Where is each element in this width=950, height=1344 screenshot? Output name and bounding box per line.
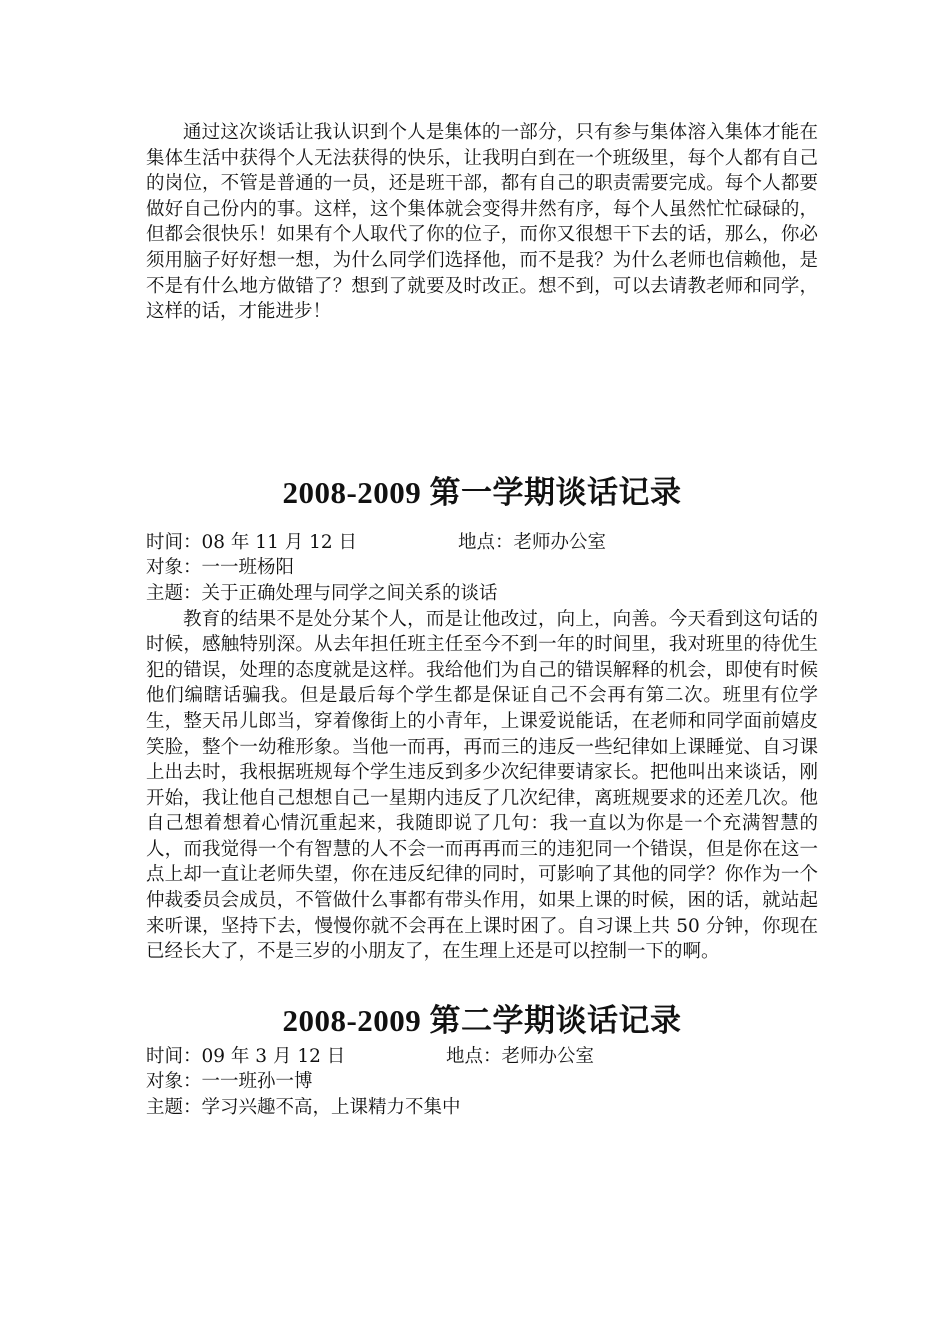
record-body: 教育的结果不是处分某个人，而是让他改过，向上，向善。今天看到这句话的时候，感触特别深。从去年担任班主任至今不到一年的时间里，我对班里的待优生犯的错误，处理的态度就是这样。我给他们为自己的错误解释的机会，即使有时候他们编瞎话骗我。但是最后每个学生都是保证自己不会再有第二次。班里有位学生，整天吊儿郎当，穿着像街上的小青年，上课爱说能话，在老师和同学面前嬉皮笑脸，整个一幼稚形象。当他一而再，再而三的违反一些纪律如上课睡觉、自习课上出去时，我根据班规每个学生违反到多少次纪律要请家长。把他叫出来谈话，刚开始，我让他自己想想自己一星期内违反了几次纪律，离班规要求的还差几次。他自己想着想着心情沉重起来，我随即说了几句：我一直以为你是一个充满智慧的人，而我觉得一个有智慧的人不会一而再再而三的违犯同一个错误，但是你在这一点上却一直让老师失望，你在违反纪律的同时，可影响了其他的同学？你作为一个仲裁委员会成员，不管做什么事都有带头作用，如果上课的时候，困的话，就站起来听课，坚持下去，慢慢你就不会再在上课时困了。自习课上共 50 分钟，你现在已经长大了，不是三岁的小朋友了，在生理上还是可以控制一下的啊。 (146, 608, 818, 963)
record-time: 时间：08 年 11 月 12 日 (146, 531, 358, 553)
record-time: 时间：09 年 3 月 12 日 (146, 1045, 346, 1067)
record-topic: 主题：学习兴趣不高，上课精力不集中 (146, 1097, 461, 1119)
record-first-term (146, 530, 818, 965)
record-place: 地点：老师办公室 (446, 1045, 595, 1067)
record-title-first-term: 2008-2009 第一学期谈话记录 (282, 474, 682, 510)
record-meta-line (146, 1044, 818, 1070)
document-page (146, 120, 818, 1121)
record-place: 地点：老师办公室 (458, 531, 607, 553)
record-title-second-term: 2008-2009 第二学期谈话记录 (282, 1002, 682, 1038)
record-subject: 对象：一一班杨阳 (146, 557, 295, 579)
record-second-term (146, 1044, 818, 1121)
intro-paragraph: 通过这次谈话让我认识到个人是集体的一部分，只有参与集体溶入集体才能在集体生活中获得个人无法获得的快乐，让我明白到在一个班级里，每个人都有自己的岗位，不管是普通的一员，还是班干部，都有自己的职责需要完成。每个人都要做好自己份内的事。这样，这个集体就会变得井然有序，每个人虽然忙忙碌碌的，但都会很快乐！如果有个人取代了你的位子，而你又很想干下去的话，那么，你必须用脑子好好想一想，为什么同学们选择他，而不是我？为什么老师也信赖他，是不是有什么地方做错了？想到了就要及时改正。想不到，可以去请教老师和同学，这样的话，才能进步！ (146, 122, 818, 323)
record-topic: 主题：关于正确处理与同学之间关系的谈话 (146, 582, 498, 604)
record-meta-line (146, 530, 818, 556)
record-subject: 对象：一一班孙一博 (146, 1071, 313, 1093)
